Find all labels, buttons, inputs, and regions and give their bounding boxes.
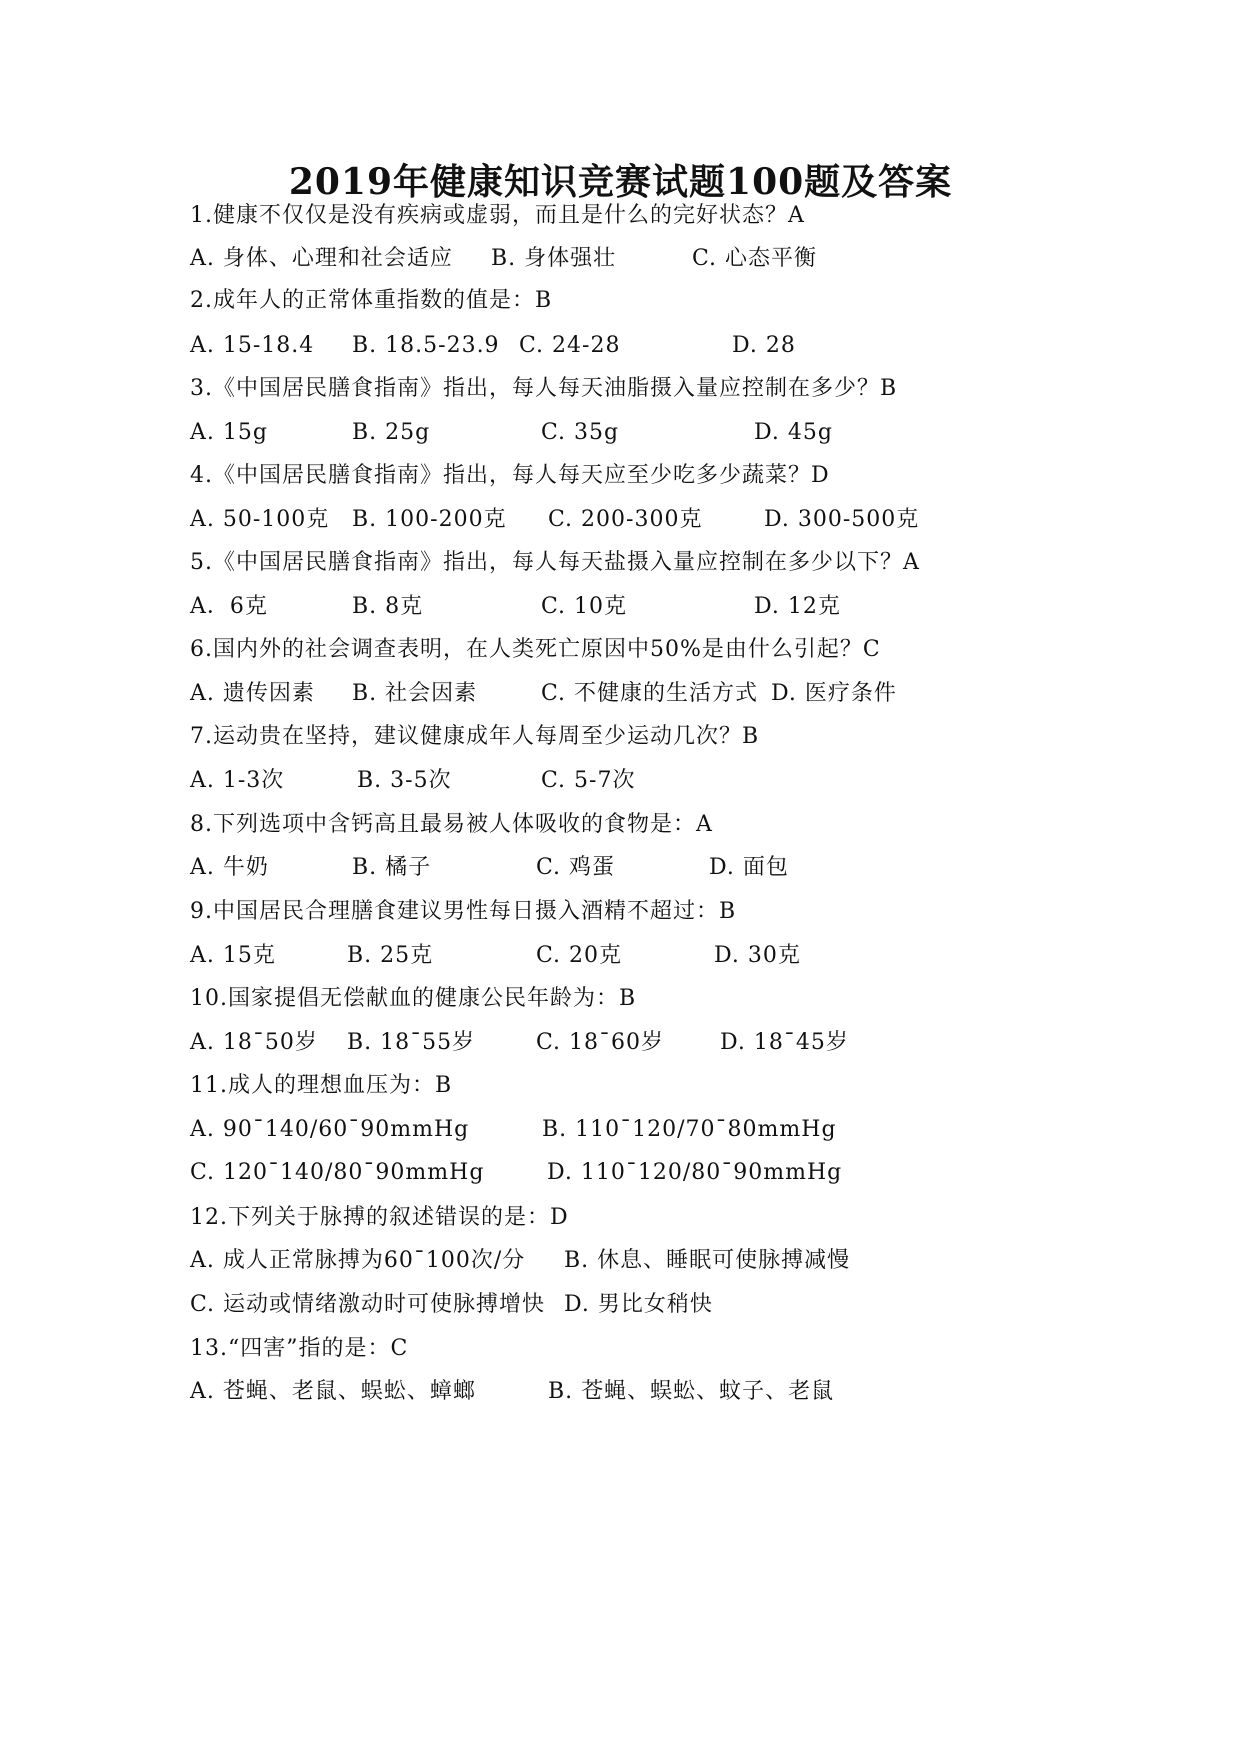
q5-option-a: A．6克 <box>190 594 268 619</box>
q4-option-b: B. 100-200克 <box>352 507 507 532</box>
q6-option-c: C. 不健康的生活方式 <box>541 681 759 706</box>
q8-option-b: B. 橘子 <box>352 855 432 880</box>
q6-option-b: B. 社会因素 <box>352 681 478 706</box>
question-11: 11.成人的理想血压为：B <box>190 1073 453 1098</box>
q2-option-d: D. 28 <box>732 333 796 358</box>
q8-option-c: C. 鸡蛋 <box>536 855 616 880</box>
question-10: 10.国家提倡无偿献血的健康公民年龄为：B <box>190 986 637 1011</box>
q4-option-a: A. 50-100克 <box>190 507 330 532</box>
q10-option-c: C. 18¯60岁 <box>536 1030 665 1055</box>
q6-option-d: D. 医疗条件 <box>771 681 897 706</box>
q5-option-d: D. 12克 <box>754 594 841 619</box>
question-5: 5.《中国居民膳食指南》指出，每人每天盐摄入量应控制在多少以下？A <box>190 550 920 575</box>
q9-option-a: A. 15克 <box>190 943 276 968</box>
q3-option-d: D. 45g <box>754 420 833 445</box>
q10-option-d: D. 18¯45岁 <box>720 1030 849 1055</box>
q7-option-c: C. 5-7次 <box>541 768 636 793</box>
q3-option-b: B. 25g <box>352 420 431 445</box>
question-3: 3.《中国居民膳食指南》指出，每人每天油脂摄入量应控制在多少？B <box>190 376 898 401</box>
q9-option-d: D. 30克 <box>714 943 801 968</box>
question-2: 2.成年人的正常体重指数的值是：B <box>190 288 553 313</box>
q11-option-d: D. 110¯120/80¯90mmHg <box>547 1160 843 1185</box>
q2-option-a: A. 15-18.4 <box>190 333 315 358</box>
q4-option-d: D. 300-500克 <box>764 507 920 532</box>
q10-option-a: A. 18¯50岁 <box>190 1030 318 1055</box>
q11-option-a: A. 90¯140/60¯90mmHg <box>190 1117 470 1142</box>
q12-option-d: D. 男比女稍快 <box>564 1292 713 1317</box>
question-6: 6.国内外的社会调查表明，在人类死亡原因中50%是由什么引起？C <box>190 637 881 662</box>
question-1: 1.健康不仅仅是没有疾病或虚弱，而且是什么的完好状态？A <box>190 203 805 228</box>
q4-option-c: C. 200-300克 <box>548 507 703 532</box>
q12-option-c: C. 运动或情绪激动时可使脉搏增快 <box>190 1292 546 1317</box>
question-8: 8.下列选项中含钙高且最易被人体吸收的食物是：A <box>190 812 713 837</box>
q13-option-b: B. 苍蝇、蜈蚣、蚊子、老鼠 <box>548 1379 835 1404</box>
q1-option-c: C. 心态平衡 <box>692 246 818 271</box>
q3-option-c: C. 35g <box>541 420 620 445</box>
q7-option-b: B. 3-5次 <box>357 768 452 793</box>
q9-option-b: B. 25克 <box>347 943 434 968</box>
q2-option-c: C. 24-28 <box>519 333 621 358</box>
question-4: 4.《中国居民膳食指南》指出，每人每天应至少吃多少蔬菜？D <box>190 463 830 488</box>
q8-option-d: D. 面包 <box>709 855 789 880</box>
q7-option-a: A. 1-3次 <box>190 768 285 793</box>
q13-option-a: A. 苍蝇、老鼠、蜈蚣、蟑螂 <box>190 1379 476 1404</box>
question-9: 9.中国居民合理膳食建议男性每日摄入酒精不超过：B <box>190 899 737 924</box>
q3-option-a: A. 15g <box>190 420 268 445</box>
q11-option-c: C. 120¯140/80¯90mmHg <box>190 1160 485 1185</box>
q1-option-a: A. 身体、心理和社会适应 <box>190 246 453 271</box>
q8-option-a: A. 牛奶 <box>190 855 269 880</box>
q11-option-b: B. 110¯120/70¯80mmHg <box>542 1117 837 1142</box>
q10-option-b: B. 18¯55岁 <box>347 1030 476 1055</box>
q6-option-a: A. 遗传因素 <box>190 681 315 706</box>
question-13: 13.“四害”指的是：C <box>190 1336 409 1361</box>
q5-option-c: C. 10克 <box>541 594 628 619</box>
q5-option-b: B. 8克 <box>352 594 424 619</box>
q2-option-b: B. 18.5-23.9 <box>352 333 500 358</box>
q1-option-b: B. 身体强壮 <box>491 246 617 271</box>
question-7: 7.运动贵在坚持，建议健康成年人每周至少运动几次？B <box>190 724 760 749</box>
question-12: 12.下列关于脉搏的叙述错误的是：D <box>190 1205 569 1230</box>
page-title: 2019年健康知识竞赛试题100题及答案 <box>288 161 953 203</box>
q12-option-b: B. 休息、睡眠可使脉搏减慢 <box>564 1248 851 1273</box>
q12-option-a: A. 成人正常脉搏为60¯100次/分 <box>190 1248 526 1273</box>
q9-option-c: C. 20克 <box>536 943 623 968</box>
